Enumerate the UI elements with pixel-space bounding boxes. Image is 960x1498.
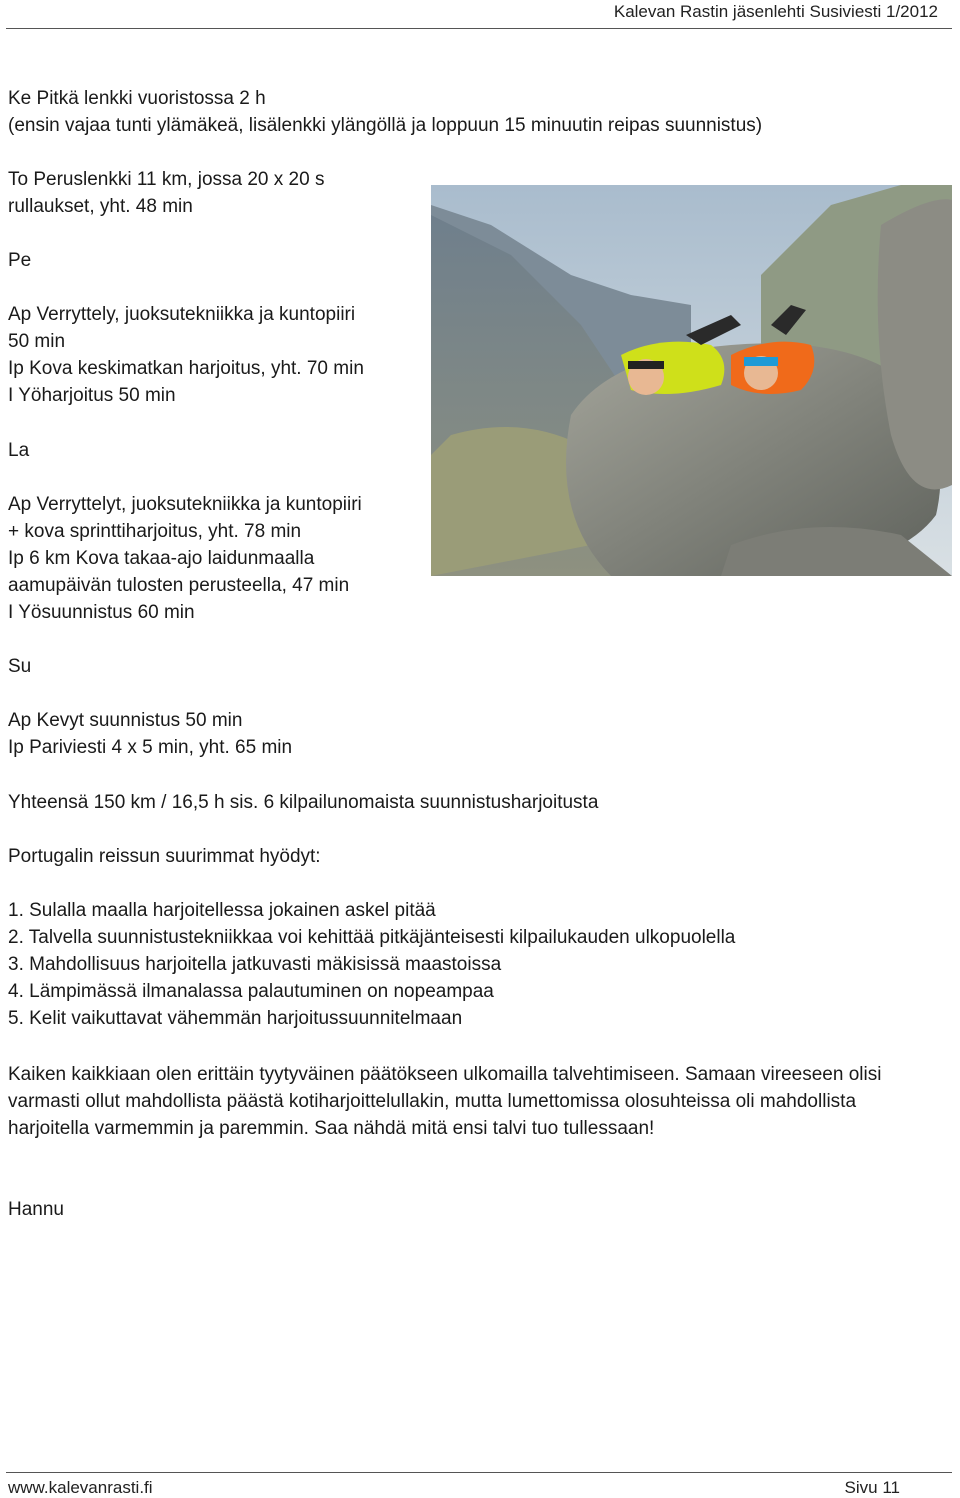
text-line: Ke Pitkä lenkki vuoristossa 2 h bbox=[8, 88, 266, 109]
person-yellow-headband bbox=[628, 361, 664, 369]
text-line: I Yöharjoitus 50 min bbox=[8, 385, 176, 406]
text-line: aamupäivän tulosten perusteella, 47 min bbox=[8, 575, 350, 596]
paragraph-line: varmasti ollut mahdollista päästä kotiharjoittelullakin, mutta lumettomissa olosuhteissa oli mahdollista bbox=[8, 1091, 857, 1112]
footer-divider bbox=[6, 1472, 952, 1473]
text-line: Ip Kova keskimatkan harjoitus, yht. 70 min bbox=[8, 358, 364, 379]
list-item: 4. Lämpimässä ilmanalassa palautuminen on nopeampaa bbox=[8, 981, 494, 1002]
text-line: 50 min bbox=[8, 331, 66, 352]
running-header: Kalevan Rastin jäsenlehti Susiviesti 1/2012 bbox=[613, 2, 938, 21]
text-line: Ip Pariviesti 4 x 5 min, yht. 65 min bbox=[8, 737, 293, 758]
paragraph-line: Kaiken kaikkiaan olen erittäin tyytyväinen päätökseen ulkomailla talvehtimiseen. Samaan vireeseen olisi bbox=[8, 1064, 882, 1085]
mountain-photo bbox=[431, 185, 952, 576]
list-item: 1. Sulalla maalla harjoitellessa jokainen askel pitää bbox=[8, 900, 436, 921]
text-line: To Peruslenkki 11 km, jossa 20 x 20 s bbox=[8, 169, 325, 190]
day-heading: Pe bbox=[8, 250, 32, 271]
list-item: 2. Talvella suunnistustekniikkaa voi kehittää pitkäjänteisesti kilpailukauden ulkopuolella bbox=[8, 927, 736, 948]
person-orange-headband bbox=[744, 357, 778, 366]
header-divider bbox=[6, 28, 952, 29]
signature: Hannu bbox=[8, 1199, 64, 1220]
text-line: Ap Verryttely, juoksutekniikka ja kuntopiiri bbox=[8, 304, 356, 325]
text-line: rullaukset, yht. 48 min bbox=[8, 196, 193, 217]
text-line: Ap Kevyt suunnistus 50 min bbox=[8, 710, 243, 731]
day-heading: Su bbox=[8, 656, 32, 677]
footer-page-number: Sivu 11 bbox=[844, 1478, 900, 1497]
footer-website: www.kalevanrasti.fi bbox=[8, 1478, 153, 1497]
summary-line: Yhteensä 150 km / 16,5 h sis. 6 kilpailunomaista suunnistusharjoitusta bbox=[8, 792, 599, 813]
text-line: + kova sprinttiharjoitus, yht. 78 min bbox=[8, 521, 302, 542]
benefits-heading: Portugalin reissun suurimmat hyödyt: bbox=[8, 846, 321, 867]
text-line: Ip 6 km Kova takaa-ajo laidunmaalla bbox=[8, 548, 315, 569]
day-heading: La bbox=[8, 440, 30, 461]
list-item: 3. Mahdollisuus harjoitella jatkuvasti mäkisissä maastoissa bbox=[8, 954, 502, 975]
list-item: 5. Kelit vaikuttavat vähemmän harjoitussuunnitelmaan bbox=[8, 1008, 463, 1029]
paragraph-line: harjoitella varmemmin ja paremmin. Saa nähdä mitä ensi talvi tuo tullessaan! bbox=[8, 1118, 655, 1139]
text-line: (ensin vajaa tunti ylämäkeä, lisälenkki ylängöllä ja loppuun 15 minuutin reipas suunnistus) bbox=[8, 115, 763, 136]
text-line: Ap Verryttelyt, juoksutekniikka ja kuntopiiri bbox=[8, 494, 362, 515]
text-line: I Yösuunnistus 60 min bbox=[8, 602, 195, 623]
